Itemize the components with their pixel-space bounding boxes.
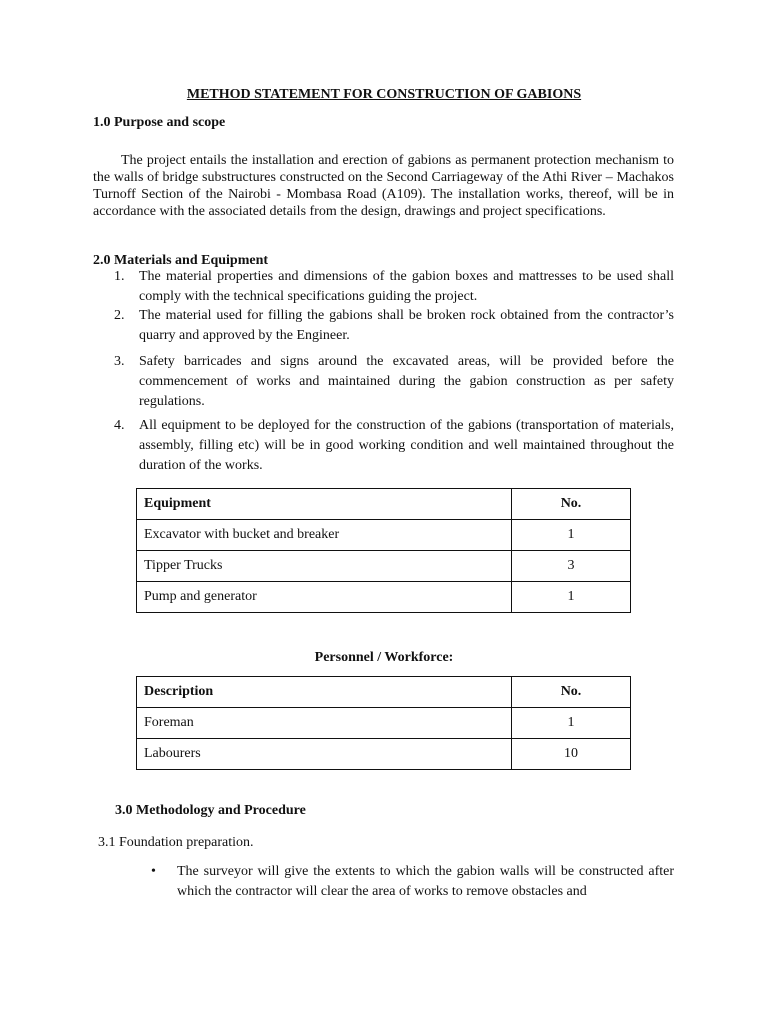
table-header-cell: Description [137, 677, 512, 708]
table-cell: Tipper Trucks [137, 551, 512, 582]
table-cell: Pump and generator [137, 582, 512, 613]
table-row [137, 708, 631, 739]
table-cell: Foreman [137, 708, 512, 739]
list-number: 4. [114, 418, 125, 433]
list-text: Safety barricades and signs around the excavated areas, will be provided before the commencement of works and maintained during the gabion construction as per safety regulations. [139, 354, 674, 409]
personnel-table [136, 676, 631, 770]
table-header-row [137, 489, 631, 520]
section-1-paragraph-text: The project entails the installation and erection of gabions as permanent protection mechanism to the walls of bridge substructures constructed on the Second Carriageway of the Athi River – Machakos Turnoff Section of the Nairobi - Mombasa Road (A109). The installation works, thereof, will be in accordance with the associated details from the design, drawings and project specifications. [93, 153, 674, 219]
table-header-row [137, 677, 631, 708]
subsection-3-1-heading: 3.1 Foundation preparation. [98, 835, 254, 850]
section-1-heading: 1.0 Purpose and scope [93, 115, 226, 130]
list-number: 1. [114, 269, 125, 284]
table-header-cell: No. [512, 489, 631, 520]
table-cell: Excavator with bucket and breaker [137, 520, 512, 551]
table-row [137, 582, 631, 613]
section-1-paragraph [93, 152, 674, 220]
section-3-heading: 3.0 Methodology and Procedure [115, 803, 306, 818]
equipment-table [136, 488, 631, 613]
table-row [137, 551, 631, 582]
document-title: METHOD STATEMENT FOR CONSTRUCTION OF GABIONS [186, 87, 582, 102]
list-text: The material used for filling the gabions shall be broken rock obtained from the contractor’s quarry and approved by the Engineer. [139, 308, 674, 343]
section-2-heading: 2.0 Materials and Equipment [93, 253, 269, 268]
list-number: 2. [114, 308, 125, 323]
table-cell: 1 [512, 708, 631, 739]
table-cell: 3 [512, 551, 631, 582]
table-row [137, 739, 631, 770]
bullet-icon: • [151, 864, 156, 879]
bullet-text: The surveyor will give the extents to which the gabion walls will be constructed after which the contractor will clear the area of works to remove obstacles and [177, 864, 674, 899]
table-cell: 1 [512, 520, 631, 551]
table-row [137, 520, 631, 551]
table-cell: Labourers [137, 739, 512, 770]
list-text: The material properties and dimensions of the gabion boxes and mattresses to be used shall comply with the technical specifications guiding the project. [139, 269, 674, 304]
table-cell: 1 [512, 582, 631, 613]
table-cell: 10 [512, 739, 631, 770]
list-text: All equipment to be deployed for the construction of the gabions (transportation of materials, assembly, filling etc) will be in good working condition and well maintained throughout the duration of the works. [139, 418, 674, 473]
list-number: 3. [114, 354, 125, 369]
personnel-caption: Personnel / Workforce: [314, 650, 454, 665]
table-header-cell: No. [512, 677, 631, 708]
table-header-cell: Equipment [137, 489, 512, 520]
